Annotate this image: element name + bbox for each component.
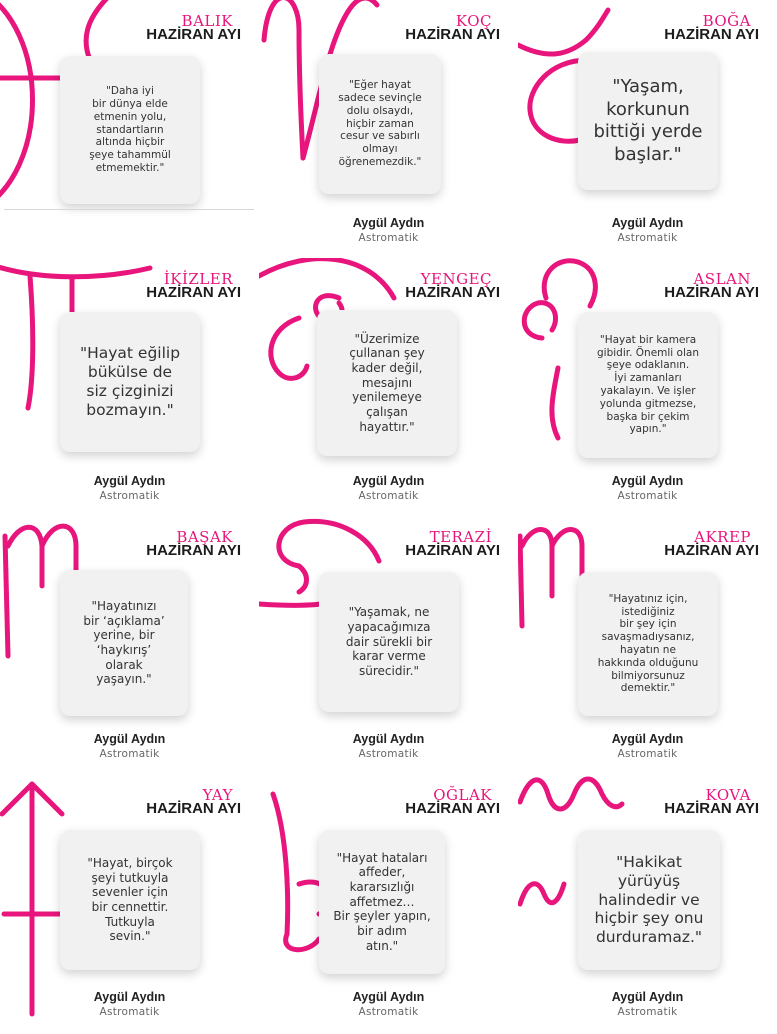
month-label: HAZİRAN AYI xyxy=(664,284,759,301)
quote-text: "Hayat eğilip bükülse de siz çizginizi bozmayın." xyxy=(79,344,181,419)
quote-box xyxy=(578,830,720,970)
card-basak xyxy=(0,516,259,776)
quote-box xyxy=(578,312,718,458)
month-label: HAZİRAN AYI xyxy=(146,26,241,43)
card-akrep xyxy=(518,516,777,776)
quote-box xyxy=(578,572,718,716)
author-name: Aygül Aydın xyxy=(611,732,684,746)
month-label: HAZİRAN AYI xyxy=(664,26,759,43)
brand-name: Astromatik xyxy=(358,490,419,502)
card-terazi xyxy=(259,516,518,776)
quote-box xyxy=(319,572,459,712)
author-name: Aygül Aydın xyxy=(611,216,684,230)
brand-name: Astromatik xyxy=(99,1006,160,1018)
brand-name: Astromatik xyxy=(617,490,678,502)
author-name: Aygül Aydın xyxy=(93,474,166,488)
sign-name: YENGEÇ xyxy=(420,270,492,288)
author-name: Aygül Aydın xyxy=(352,732,425,746)
month-label: HAZİRAN AYI xyxy=(405,26,500,43)
quote-text: "Hakikat yürüyüş halindedir ve hiçbir şey onu durduramaz." xyxy=(594,852,704,947)
sign-name: İKİZLER xyxy=(163,270,233,288)
month-label: HAZİRAN AYI xyxy=(146,542,241,559)
quote-box xyxy=(60,830,200,970)
quote-box xyxy=(60,570,188,716)
author-name: Aygül Aydın xyxy=(352,990,425,1004)
brand-name: Astromatik xyxy=(358,748,419,760)
brand-name: Astromatik xyxy=(617,1006,678,1018)
quote-box xyxy=(317,310,457,456)
author-name: Aygül Aydın xyxy=(611,474,684,488)
sign-name: YAY xyxy=(202,786,233,804)
month-label: HAZİRAN AYI xyxy=(146,284,241,301)
sign-name: KOVA xyxy=(705,786,751,804)
sign-name: OĞLAK xyxy=(433,786,492,804)
card-boga xyxy=(518,0,777,260)
author-name: Aygül Aydın xyxy=(352,216,425,230)
sign-name: ASLAN xyxy=(693,270,751,288)
card-aslan xyxy=(518,258,777,518)
month-label: HAZİRAN AYI xyxy=(405,800,500,817)
card-yay xyxy=(0,774,259,1034)
sign-name: KOÇ xyxy=(455,12,492,30)
quote-text: "Hayat bir kamera gibidir. Önemli olan şeye odaklanın. İyi zamanları yakalayın. Ve işler yolunda gitmezse, başka bir çekim yapın." xyxy=(597,333,699,436)
card-kova xyxy=(518,774,777,1034)
month-label: HAZİRAN AYI xyxy=(405,542,500,559)
quote-text: "Daha iyi bir dünya elde etmenin yolu, standartların altında hiçbir şeye tahammül etmemektir." xyxy=(89,85,171,174)
author-name: Aygül Aydın xyxy=(93,990,166,1004)
quote-text: "Hayatınızı bir ‘açıklama’ yerine, bir ‘haykırış’ olarak yaşayın." xyxy=(83,599,165,687)
divider xyxy=(4,209,254,210)
sign-name: TERAZİ xyxy=(429,528,492,546)
author-name: Aygül Aydın xyxy=(352,474,425,488)
author-name: Aygül Aydın xyxy=(611,990,684,1004)
quote-box xyxy=(319,830,445,974)
brand-name: Astromatik xyxy=(617,748,678,760)
quote-text: "Yaşamak, ne yapacağımıza dair sürekli bir karar verme sürecidir." xyxy=(345,605,433,678)
quote-text: "Yaşam, korkunun bittiği yerde başlar." xyxy=(593,76,703,165)
card-ikizler xyxy=(0,258,259,518)
card-oglak xyxy=(259,774,518,1034)
card-yengec xyxy=(259,258,518,518)
card-balik xyxy=(0,0,259,260)
card-koc xyxy=(259,0,518,260)
quote-box xyxy=(60,56,200,204)
quote-text: "Hayat, birçok şeyi tutkuyla sevenler için bir cennettir. Tutkuyla sevin." xyxy=(87,856,173,944)
sign-name: BAŞAK xyxy=(176,528,233,546)
quote-box xyxy=(578,52,718,190)
brand-name: Astromatik xyxy=(99,490,160,502)
month-label: HAZİRAN AYI xyxy=(664,542,759,559)
sign-name: BALIK xyxy=(181,12,233,30)
sign-name: AKREP xyxy=(694,528,751,546)
quote-text: "Hayatınız için, istediğiniz bir şey için savaşmadıysanız, hayatın ne hakkında olduğunu bilmiyorsunuz demektir." xyxy=(597,592,699,695)
author-name: Aygül Aydın xyxy=(93,732,166,746)
brand-name: Astromatik xyxy=(358,1006,419,1018)
brand-name: Astromatik xyxy=(617,232,678,244)
quote-box xyxy=(60,312,200,452)
quote-text: "Eğer hayat sadece sevinçle dolu olsaydı, hiçbir zaman cesur ve sabırlı olmayı öğrenemezdik." xyxy=(338,79,422,168)
month-label: HAZİRAN AYI xyxy=(146,800,241,817)
month-label: HAZİRAN AYI xyxy=(664,800,759,817)
quote-text: "Hayat hataları affeder, kararsızlığı affetmez… Bir şeyler yapın, bir adım atın." xyxy=(333,850,431,953)
quote-text: "Üzerimize çullanan şey kader değil, mesajını yenilemeye çalışan hayattır." xyxy=(349,331,425,434)
brand-name: Astromatik xyxy=(99,748,160,760)
sign-name: BOĞA xyxy=(702,12,751,30)
quote-box xyxy=(319,54,441,194)
month-label: HAZİRAN AYI xyxy=(405,284,500,301)
brand-name: Astromatik xyxy=(358,232,419,244)
